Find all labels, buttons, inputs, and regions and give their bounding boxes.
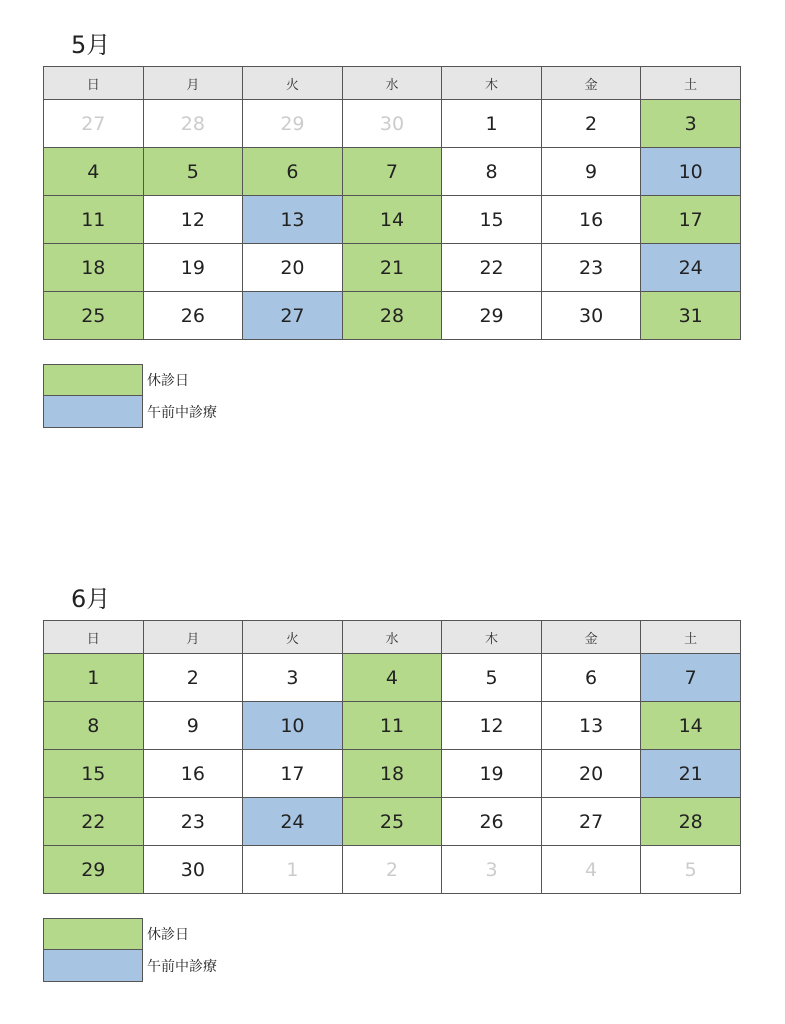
day-cell: 22: [442, 244, 542, 292]
day-cell: 28: [342, 292, 442, 340]
month-may: [43, 30, 741, 428]
legend-label: 休診日: [147, 927, 189, 943]
day-cell: 14: [342, 196, 442, 244]
legend-item: [43, 950, 741, 982]
legend-swatch: [43, 396, 143, 428]
week-row: [44, 244, 741, 292]
day-cell: 8: [442, 148, 542, 196]
day-cell: 31: [641, 292, 741, 340]
weekday-header: 金: [541, 621, 641, 654]
day-cell: 7: [641, 654, 741, 702]
legend: [43, 364, 741, 428]
weekday-header: 月: [143, 67, 243, 100]
day-cell: 2: [541, 100, 641, 148]
weekday-header-row: [44, 67, 741, 100]
week-row: [44, 148, 741, 196]
day-cell: 29: [442, 292, 542, 340]
day-cell: 26: [442, 798, 542, 846]
day-cell: 3: [243, 654, 343, 702]
day-cell: 21: [641, 750, 741, 798]
day-cell: 18: [44, 244, 144, 292]
week-row: [44, 654, 741, 702]
day-cell: 16: [143, 750, 243, 798]
weekday-header-row: [44, 621, 741, 654]
day-cell: 29: [44, 846, 144, 894]
day-cell: 5: [442, 654, 542, 702]
day-cell: 30: [342, 100, 442, 148]
weekday-header: 水: [342, 67, 442, 100]
week-row: [44, 702, 741, 750]
month-title: 5月: [71, 31, 111, 59]
legend-swatch: [43, 918, 143, 950]
day-cell: 12: [442, 702, 542, 750]
day-cell: 1: [44, 654, 144, 702]
legend-label: 午前中診療: [147, 405, 217, 421]
weekday-header: 木: [442, 621, 542, 654]
day-cell: 15: [442, 196, 542, 244]
day-cell: 17: [243, 750, 343, 798]
day-cell: 30: [143, 846, 243, 894]
day-cell: 28: [641, 798, 741, 846]
week-row: [44, 196, 741, 244]
day-cell: 27: [44, 100, 144, 148]
day-cell: 13: [541, 702, 641, 750]
day-cell: 18: [342, 750, 442, 798]
day-cell: 23: [541, 244, 641, 292]
day-cell: 7: [342, 148, 442, 196]
month-title: 6月: [71, 585, 111, 613]
day-cell: 2: [143, 654, 243, 702]
legend-swatch: [43, 950, 143, 982]
day-cell: 30: [541, 292, 641, 340]
weekday-header: 日: [44, 621, 144, 654]
day-cell: 3: [442, 846, 542, 894]
weekday-header: 火: [243, 67, 343, 100]
day-cell: 16: [541, 196, 641, 244]
day-cell: 24: [641, 244, 741, 292]
week-row: [44, 798, 741, 846]
day-cell: 22: [44, 798, 144, 846]
day-cell: 4: [44, 148, 144, 196]
day-cell: 4: [541, 846, 641, 894]
weekday-header: 日: [44, 67, 144, 100]
weekday-header: 土: [641, 67, 741, 100]
day-cell: 9: [143, 702, 243, 750]
day-cell: 11: [44, 196, 144, 244]
week-row: [44, 846, 741, 894]
day-cell: 12: [143, 196, 243, 244]
day-cell: 6: [243, 148, 343, 196]
day-cell: 4: [342, 654, 442, 702]
legend-label: 休診日: [147, 373, 189, 389]
week-row: [44, 292, 741, 340]
weekday-header: 水: [342, 621, 442, 654]
day-cell: 1: [442, 100, 542, 148]
week-row: [44, 100, 741, 148]
day-cell: 5: [143, 148, 243, 196]
day-cell: 8: [44, 702, 144, 750]
day-cell: 29: [243, 100, 343, 148]
day-cell: 14: [641, 702, 741, 750]
day-cell: 25: [342, 798, 442, 846]
legend-item: [43, 396, 741, 428]
day-cell: 27: [243, 292, 343, 340]
weekday-header: 金: [541, 67, 641, 100]
day-cell: 2: [342, 846, 442, 894]
legend-swatch: [43, 364, 143, 396]
day-cell: 10: [243, 702, 343, 750]
day-cell: 10: [641, 148, 741, 196]
day-cell: 19: [442, 750, 542, 798]
legend: [43, 918, 741, 982]
calendar-table: [43, 66, 741, 340]
day-cell: 1: [243, 846, 343, 894]
legend-item: [43, 364, 741, 396]
day-cell: 20: [541, 750, 641, 798]
week-row: [44, 750, 741, 798]
day-cell: 20: [243, 244, 343, 292]
day-cell: 26: [143, 292, 243, 340]
month-june: [43, 584, 741, 982]
day-cell: 19: [143, 244, 243, 292]
day-cell: 17: [641, 196, 741, 244]
day-cell: 28: [143, 100, 243, 148]
day-cell: 27: [541, 798, 641, 846]
day-cell: 25: [44, 292, 144, 340]
day-cell: 13: [243, 196, 343, 244]
day-cell: 11: [342, 702, 442, 750]
day-cell: 15: [44, 750, 144, 798]
weekday-header: 木: [442, 67, 542, 100]
weekday-header: 土: [641, 621, 741, 654]
calendar-table: [43, 620, 741, 894]
legend-label: 午前中診療: [147, 959, 217, 975]
day-cell: 24: [243, 798, 343, 846]
weekday-header: 月: [143, 621, 243, 654]
weekday-header: 火: [243, 621, 343, 654]
day-cell: 3: [641, 100, 741, 148]
day-cell: 5: [641, 846, 741, 894]
legend-item: [43, 918, 741, 950]
day-cell: 21: [342, 244, 442, 292]
day-cell: 23: [143, 798, 243, 846]
day-cell: 6: [541, 654, 641, 702]
day-cell: 9: [541, 148, 641, 196]
